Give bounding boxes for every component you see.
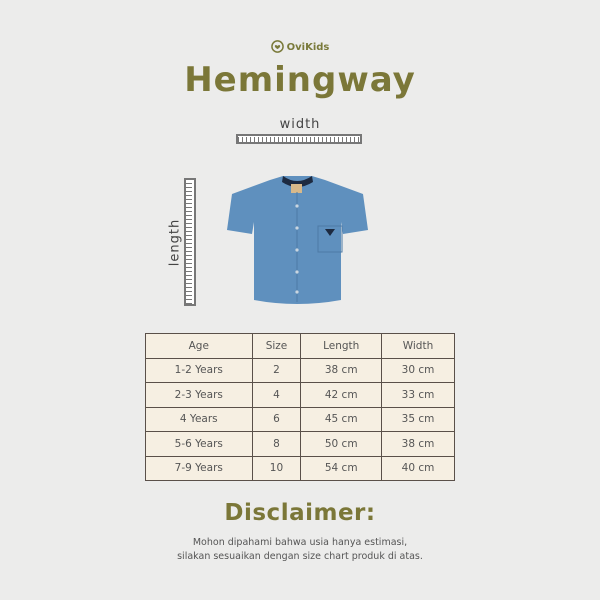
header-age: Age [146, 334, 253, 359]
cell-length: 50 cm [301, 432, 382, 457]
cell-age: 5-6 Years [146, 432, 253, 457]
cell-width: 30 cm [382, 358, 455, 383]
width-label: width [279, 117, 321, 132]
cell-size: 10 [252, 456, 301, 481]
cell-size: 6 [252, 407, 301, 432]
cell-age: 2-3 Years [146, 383, 253, 408]
table-header-row [146, 334, 455, 359]
horizontal-ruler-icon [236, 134, 362, 144]
brand-name: OviKids [286, 42, 330, 53]
vertical-ruler-icon [184, 178, 196, 306]
size-chart-table [145, 333, 455, 481]
cell-length: 42 cm [301, 383, 382, 408]
cell-age: 4 Years [146, 407, 253, 432]
header-width: Width [382, 334, 455, 359]
cell-length: 54 cm [301, 456, 382, 481]
heart-circle-icon [271, 38, 284, 57]
header-length: Length [301, 334, 382, 359]
table-row [146, 407, 455, 432]
table-row [146, 383, 455, 408]
disclaimer-line-1: Mohon dipahami bahwa usia hanya estimasi, [192, 537, 408, 548]
cell-size: 4 [252, 383, 301, 408]
cell-size: 2 [252, 358, 301, 383]
cell-width: 40 cm [382, 456, 455, 481]
product-image [225, 172, 370, 307]
cell-width: 38 cm [382, 432, 455, 457]
table-row [146, 456, 455, 481]
disclaimer-title: Disclaimer: [224, 500, 376, 526]
table-row [146, 358, 455, 383]
cell-age: 7-9 Years [146, 456, 253, 481]
table-row [146, 432, 455, 457]
header-size: Size [252, 334, 301, 359]
cell-length: 45 cm [301, 407, 382, 432]
cell-width: 35 cm [382, 407, 455, 432]
disclaimer-line-2: silakan sesuaikan dengan size chart produk di atas. [177, 551, 423, 562]
cell-age: 1-2 Years [146, 358, 253, 383]
length-label: length [167, 218, 183, 267]
brand-logo [0, 38, 600, 57]
cell-length: 38 cm [301, 358, 382, 383]
product-title: Hemingway [184, 60, 416, 100]
cell-size: 8 [252, 432, 301, 457]
cell-width: 33 cm [382, 383, 455, 408]
disclaimer-text [0, 536, 600, 564]
